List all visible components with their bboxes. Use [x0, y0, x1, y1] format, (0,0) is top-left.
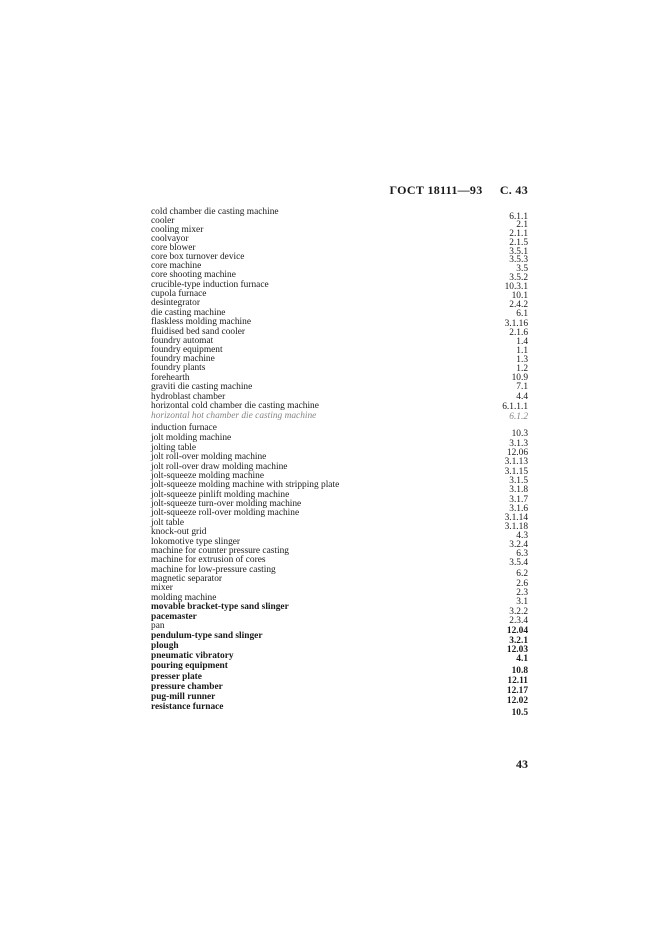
index-ref: 12.06: [506, 448, 528, 458]
index-ref: 4.1: [516, 654, 528, 664]
index-ref: 6.2: [516, 569, 528, 579]
index-term: lokomotive type slinger: [151, 537, 241, 547]
index-term: knock-out grid: [151, 527, 207, 537]
index-ref: 7.1: [516, 382, 528, 392]
index-term: foundry automat: [151, 336, 214, 346]
index-ref: 12.03: [506, 645, 528, 655]
index-ref: 12.11: [507, 676, 528, 686]
index-term: jolt roll-over molding machine: [151, 452, 267, 462]
index-term: flaskless molding machine: [151, 317, 251, 327]
index-ref: 1.3: [516, 355, 528, 365]
index-ref: 12.02: [506, 696, 528, 706]
index-ref: 1.1: [516, 346, 528, 356]
index-term: pressure chamber: [151, 682, 223, 692]
index-ref: 12.17: [506, 686, 528, 696]
index-ref: 3.1: [516, 597, 528, 607]
index-ref: 3.1.3: [509, 439, 528, 449]
index-term: horizontal cold chamber die casting machine: [151, 401, 319, 411]
index-ref: 4.3: [516, 531, 528, 541]
index-ref: 6.1.1.1: [502, 402, 528, 412]
index-ref: 1.2: [516, 364, 528, 374]
index-ref: 3.1.6: [509, 504, 528, 514]
index-ref: 1.4: [516, 337, 528, 347]
index-ref: 10.8: [511, 666, 528, 676]
index-term: magnetic separator: [151, 574, 223, 584]
index-ref: 6.1.1: [509, 212, 528, 222]
index-term: mixer: [151, 583, 173, 593]
index-term: foundry plants: [151, 363, 206, 373]
index-ref: 3.2.1: [509, 636, 528, 646]
index-term: presser plate: [151, 672, 202, 682]
index-ref: 3.2.4: [509, 540, 528, 550]
index-ref: 3.5.2: [509, 273, 528, 283]
index-term: horizontal hot chamber die casting machine: [151, 411, 317, 421]
index-term: coolvayor: [151, 234, 189, 244]
index-term: jolt-squeeze pinlift molding machine: [151, 490, 290, 500]
index-term: jolt-squeeze roll-over molding machine: [151, 508, 300, 518]
index-term: fluidised bed sand cooler: [151, 327, 245, 337]
index-ref: 3.5.3: [509, 255, 528, 265]
index-term: movable bracket-type sand slinger: [151, 602, 289, 612]
index-ref: 2.1.5: [509, 238, 528, 248]
index-term: machine for extrusion of cores: [151, 555, 266, 565]
index-ref: 10.9: [511, 373, 528, 383]
index-term: core machine: [151, 261, 202, 271]
index-ref: 6.1.2: [509, 412, 528, 422]
index-ref: 2.6: [516, 579, 528, 589]
index-term: cupola furnace: [151, 289, 207, 299]
page-number: 43: [516, 757, 528, 771]
standard-number: ГОСТ 18111—93: [389, 183, 483, 197]
index-ref: 2.3.4: [509, 616, 528, 626]
index-ref: 10.5: [511, 708, 528, 718]
index-ref: 3.1.7: [509, 495, 528, 505]
index-term: crucible-type induction furnace: [151, 280, 269, 290]
index-term: jolt-squeeze molding machine: [151, 471, 264, 481]
index-term: cooling mixer: [151, 225, 204, 235]
index-ref: 3.1.8: [509, 485, 528, 495]
index-term: jolt table: [151, 518, 185, 528]
index-ref: 10.3: [511, 429, 528, 439]
index-ref: 10.3.1: [504, 282, 528, 292]
index-ref: 3.1.16: [504, 319, 528, 329]
index-ref: 3.1.15: [504, 467, 528, 477]
index-ref: 3.1.14: [504, 513, 528, 523]
index-ref: 3.5: [516, 264, 528, 274]
index-ref: 12.04: [506, 626, 528, 636]
index-term: graviti die casting machine: [151, 382, 253, 392]
index-term: jolting table: [151, 443, 197, 453]
index-term: desintegrator: [151, 298, 200, 308]
index-term: jolt roll-over draw molding machine: [151, 462, 288, 472]
index-ref: 4.4: [516, 392, 528, 402]
index-term: jolt-squeeze turn-over molding machine: [151, 499, 302, 509]
index-ref: 2.1.6: [509, 328, 528, 338]
index-ref: 2.1: [516, 220, 528, 230]
index-ref: 6.1: [516, 309, 528, 319]
index-ref: 3.5.4: [509, 558, 528, 568]
index-term: pan: [151, 621, 165, 631]
index-ref: 3.5.1: [509, 247, 528, 257]
index-term: pneumatic vibratory: [151, 651, 234, 661]
index-term: machine for low-pressure casting: [151, 565, 276, 575]
index-term: foundry equipment: [151, 345, 223, 355]
index-term: pug-mill runner: [151, 692, 216, 702]
index-term: cold chamber die casting machine: [151, 207, 279, 217]
index-term: resistance furnace: [151, 702, 224, 712]
index-ref: 2.1.1: [509, 229, 528, 239]
index-term: machine for counter pressure casting: [151, 546, 289, 556]
index-ref: 3.1.13: [504, 457, 528, 467]
index-ref: 6.3: [516, 549, 528, 559]
index-term: core shooting machine: [151, 270, 236, 280]
index-term: pouring equipment: [151, 661, 228, 671]
index-term: pendulum-type sand slinger: [151, 631, 263, 641]
index-ref: 3.1.5: [509, 476, 528, 486]
index-ref: 2.3: [516, 588, 528, 598]
index-term: foundry machine: [151, 354, 215, 364]
index-term: core box turnover device: [151, 252, 245, 262]
index-term: induction furnace: [151, 423, 217, 433]
index-ref: 10.1: [511, 291, 528, 301]
index-ref: 3.1.18: [504, 522, 528, 532]
index-term: forehearth: [151, 373, 190, 383]
index-term: jolt-squeeze molding machine with stripping plate: [151, 480, 340, 490]
page-label: С. 43: [499, 183, 528, 197]
index-term: jolt molding machine: [151, 433, 232, 443]
index-term: die casting machine: [151, 308, 226, 318]
index-term: molding machine: [151, 593, 217, 603]
index-ref: 3.2.2: [509, 607, 528, 617]
index-term: hydroblast chamber: [151, 392, 226, 402]
index-term: plough: [151, 641, 179, 651]
index-term: pacemaster: [151, 612, 197, 622]
index-ref: 2.4.2: [509, 300, 528, 310]
index-term: core blower: [151, 243, 196, 253]
index-term: cooler: [151, 216, 175, 226]
